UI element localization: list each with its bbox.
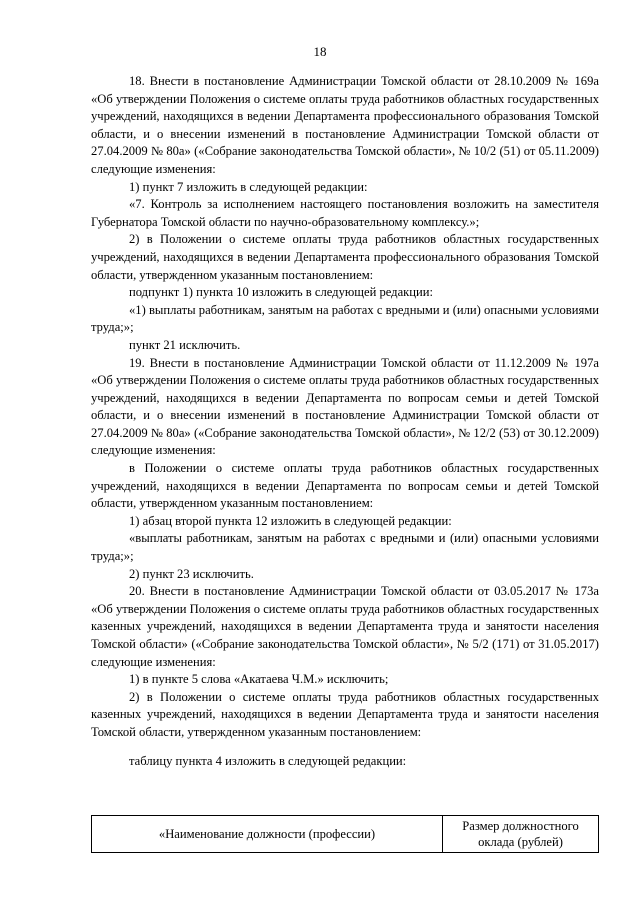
paragraph-subitem: 2) в Положении о системе оплаты труда работников областных государственных учреждений, находящихся в ведении Департамента профессионального образования Томской области, утвержденном указанным постановлением: xyxy=(91,232,599,282)
paragraph-subitem: 1) пункт 7 изложить в следующей редакции: xyxy=(129,179,368,194)
paragraph-subitem: подпункт 1) пункта 10 изложить в следующей редакции: xyxy=(129,285,434,300)
table-header-position: «Наименование должности (профессии) xyxy=(92,816,443,852)
page-number: 18 xyxy=(313,44,327,59)
paragraph-quote: «7. Контроль за исполнением настоящего постановления возложить на заместителя Губернатора Томской области по научно-образовательному комплексу.»; xyxy=(91,197,599,229)
paragraph-item-20: 20. Внести в постановление Администрации Томской области от 03.05.2017 № 173а «Об утверждении Положения о системе оплаты труда работников областных государственных казенных учреждений, находящихся в ведении Департамента труда и занятости населения Томской области» («Собрание законодательства Томской области», № 5/2 (171) от 31.05.2017) следующие изменения: xyxy=(91,584,599,669)
paragraph-quote: «1) выплаты работникам, занятым на работах с вредными и (или) опасными условиями труда;»; xyxy=(91,302,599,335)
paragraph-subitem: 2) пункт 23 исключить. xyxy=(129,566,254,581)
document-body xyxy=(91,73,599,770)
paragraph-quote: «выплаты работникам, занятым на работах с вредными и (или) опасными условиями труда;»; xyxy=(91,531,599,564)
paragraph-item-18: 18. Внести в постановление Администрации Томской области от 28.10.2009 № 169а «Об утверждении Положения о системе оплаты труда работников областных государственных учреждений, находящихся в ведении Департамента профессионального образования Томской области, и о внесении изменений в постановление Администрации Томской области от 27.04.2009 № 80а» («Собрание законодательства Томской области», № 10/2 (51) от 05.11.2009) следующие изменения: xyxy=(91,74,599,176)
paragraph-subitem: 1) в пункте 5 слова «Акатаева Ч.М.» исключить; xyxy=(129,672,389,687)
paragraph-subitem: 2) в Положении о системе оплаты труда работников областных государственных казенных учреждений, находящихся в ведении Департамента труда и занятости населения Томской области, утвержденном указанным постановлением: xyxy=(91,689,599,739)
paragraph-subitem: таблицу пункта 4 изложить в следующей редакции: xyxy=(129,753,407,768)
salary-table xyxy=(91,815,599,853)
table-header-salary: Размер должностного оклада (рублей) xyxy=(462,819,579,849)
paragraph-subitem: 1) абзац второй пункта 12 изложить в следующей редакции: xyxy=(129,513,452,528)
paragraph-subitem: пункт 21 исключить. xyxy=(129,337,241,352)
paragraph-item-19: 19. Внести в постановление Администрации Томской области от 11.12.2009 № 197а «Об утверждении Положения о системе оплаты труда работников областных государственных учреждений, находящихся в ведении Департамента по вопросам семьи и детей Томской области, и о внесении изменений в постановление Администрации Томской области от 27.04.2009 № 80а» («Собрание законодательства Томской области», № 12/2 (53) от 30.12.2009) следующие изменения: xyxy=(91,355,599,458)
paragraph-subitem: в Положении о системе оплаты труда работников областных государственных учреждений, находящихся в ведении Департамента по вопросам семьи и детей Томской области, утвержденном указанным постановлением: xyxy=(91,461,599,511)
spacer xyxy=(91,742,599,753)
